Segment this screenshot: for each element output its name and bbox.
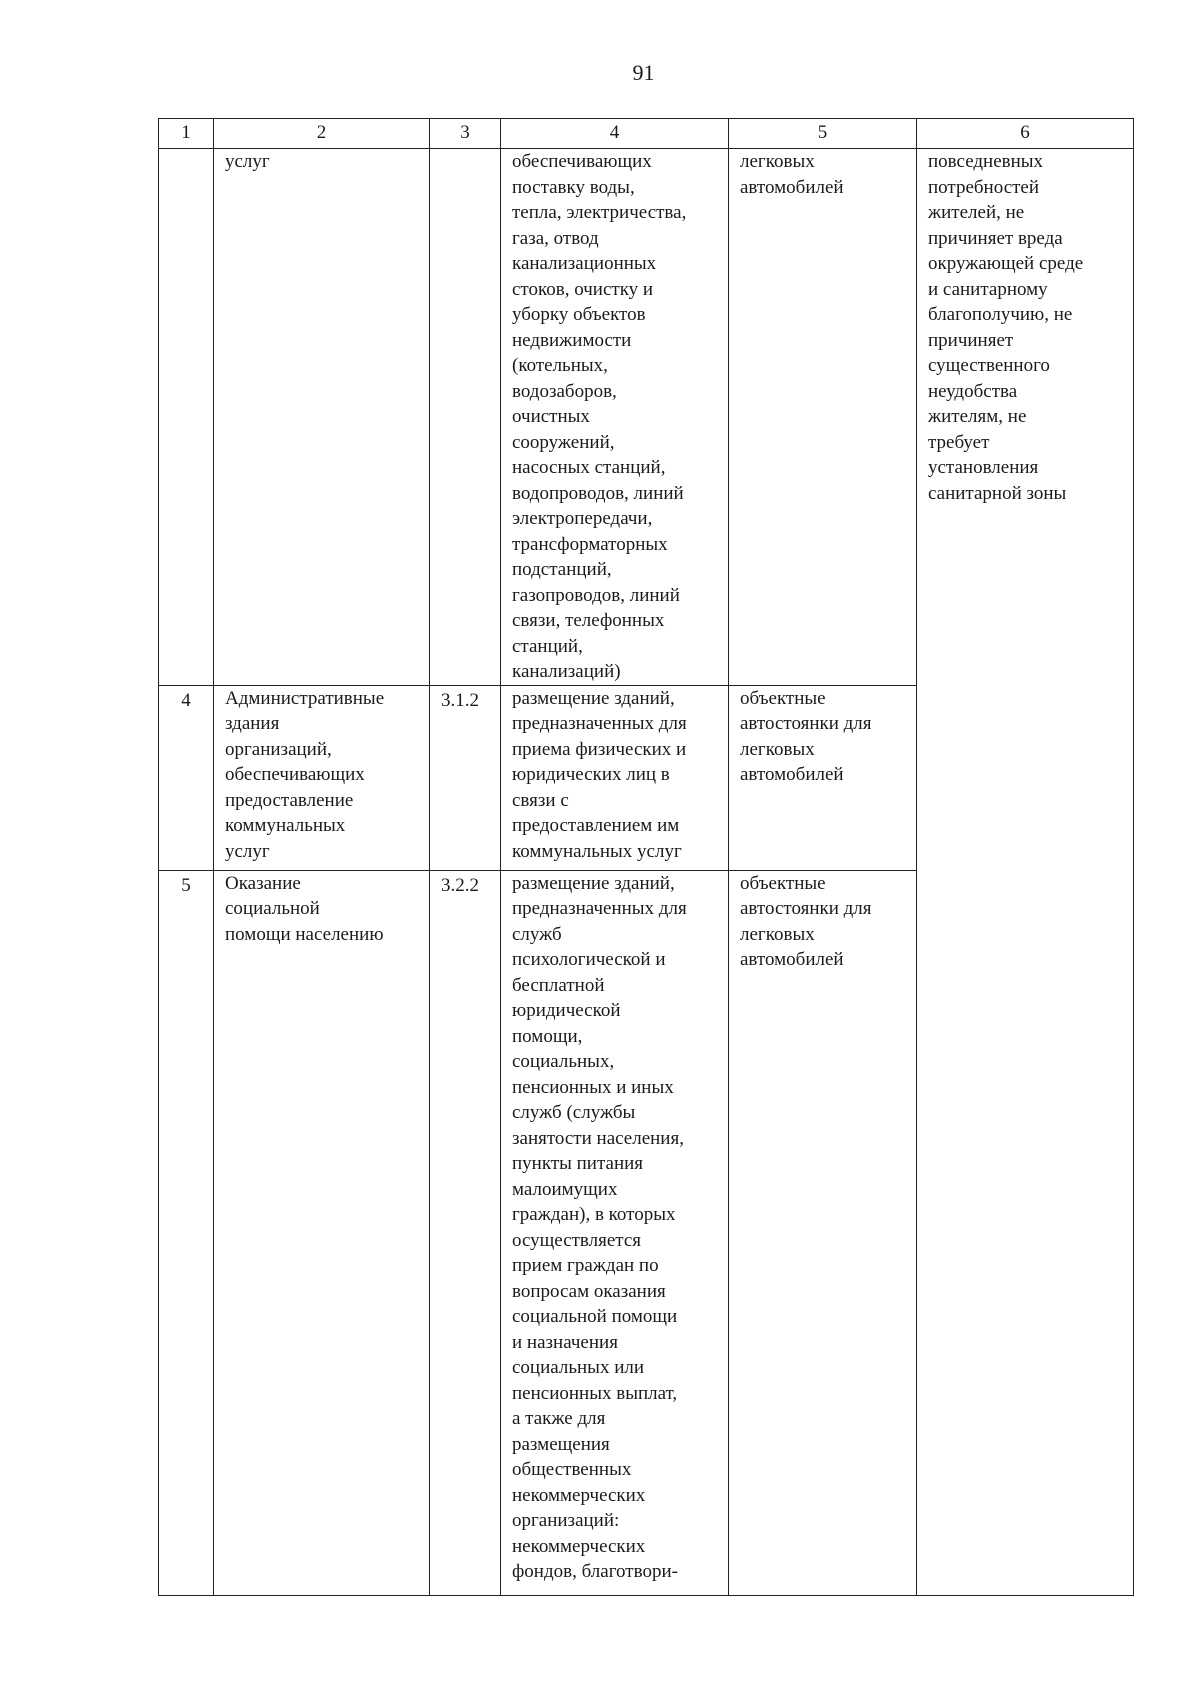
row-number: 5 (159, 870, 214, 1595)
row-code: 3.1.2 (430, 685, 501, 870)
row-code: 3.2.2 (430, 870, 501, 1595)
row-parking-text: легковых автомобилей (740, 151, 844, 198)
row-conditions (917, 870, 1134, 1595)
table-row (159, 870, 1134, 1595)
row-parking-text: объектные автостоянки для легковых автомобилей (740, 687, 872, 785)
row-description (501, 149, 729, 686)
row-name (214, 870, 430, 1595)
row-name-text: услуг (225, 151, 270, 172)
header-col-4: 4 (501, 119, 729, 149)
zoning-table (158, 118, 1134, 1596)
row-description-text: размещение зданий, предназначенных для служб психологической и бесплатной юридической помощи, социальных, пенсионных и иных служб (службы занятости населения, пункты питания малоимущих граждан), в которых осуществляется прием граждан по вопросам оказания социальной помощи и назначения социальных или пенсионных выплат, а также для размещения общественных некоммерческих организаций: некоммерческих фондов, благотвори- (512, 872, 687, 1582)
row-description (501, 685, 729, 870)
row-description (501, 870, 729, 1595)
row-number: 4 (159, 685, 214, 870)
header-row (159, 119, 1134, 149)
row-conditions-text: повседневных потребностей жителей, не причиняет вреда окружающей среде и санитарному благополучию, не причиняет существенного неудобства жителям, не требует установления санитарной зоны (928, 151, 1084, 504)
header-col-6: 6 (917, 119, 1134, 149)
row-description-text: обеспечивающих поставку воды, тепла, электричества, газа, отвод канализационных стоков, очистку и уборку объектов недвижимости (котельных, водозаборов, очистных сооружений, насосных станций, водопроводов, линий электропередачи, трансформаторных подстанций, газопроводов, линий связи, телефонных станций, канализаций) (512, 151, 687, 682)
row-name (214, 685, 430, 870)
header-col-3: 3 (430, 119, 501, 149)
row-name (214, 149, 430, 686)
row-parking (729, 870, 917, 1595)
header-col-2: 2 (214, 119, 430, 149)
row-parking (729, 149, 917, 686)
table-row (159, 149, 1134, 686)
row-conditions (917, 149, 1134, 871)
page-number: 91 (632, 60, 655, 85)
row-name-text: Оказание социальной помощи населению (225, 872, 384, 945)
row-parking-text: объектные автостоянки для легковых автомобилей (740, 872, 872, 970)
header-col-5: 5 (729, 119, 917, 149)
row-name-text: Административные здания организаций, обеспечивающих предоставление коммунальных услуг (225, 687, 385, 862)
row-number (159, 149, 214, 686)
row-description-text: размещение зданий, предназначенных для приема физических и юридических лиц в связи с предоставлением им коммунальных услуг (512, 687, 687, 862)
header-col-1: 1 (159, 119, 214, 149)
row-code (430, 149, 501, 686)
row-parking (729, 685, 917, 870)
